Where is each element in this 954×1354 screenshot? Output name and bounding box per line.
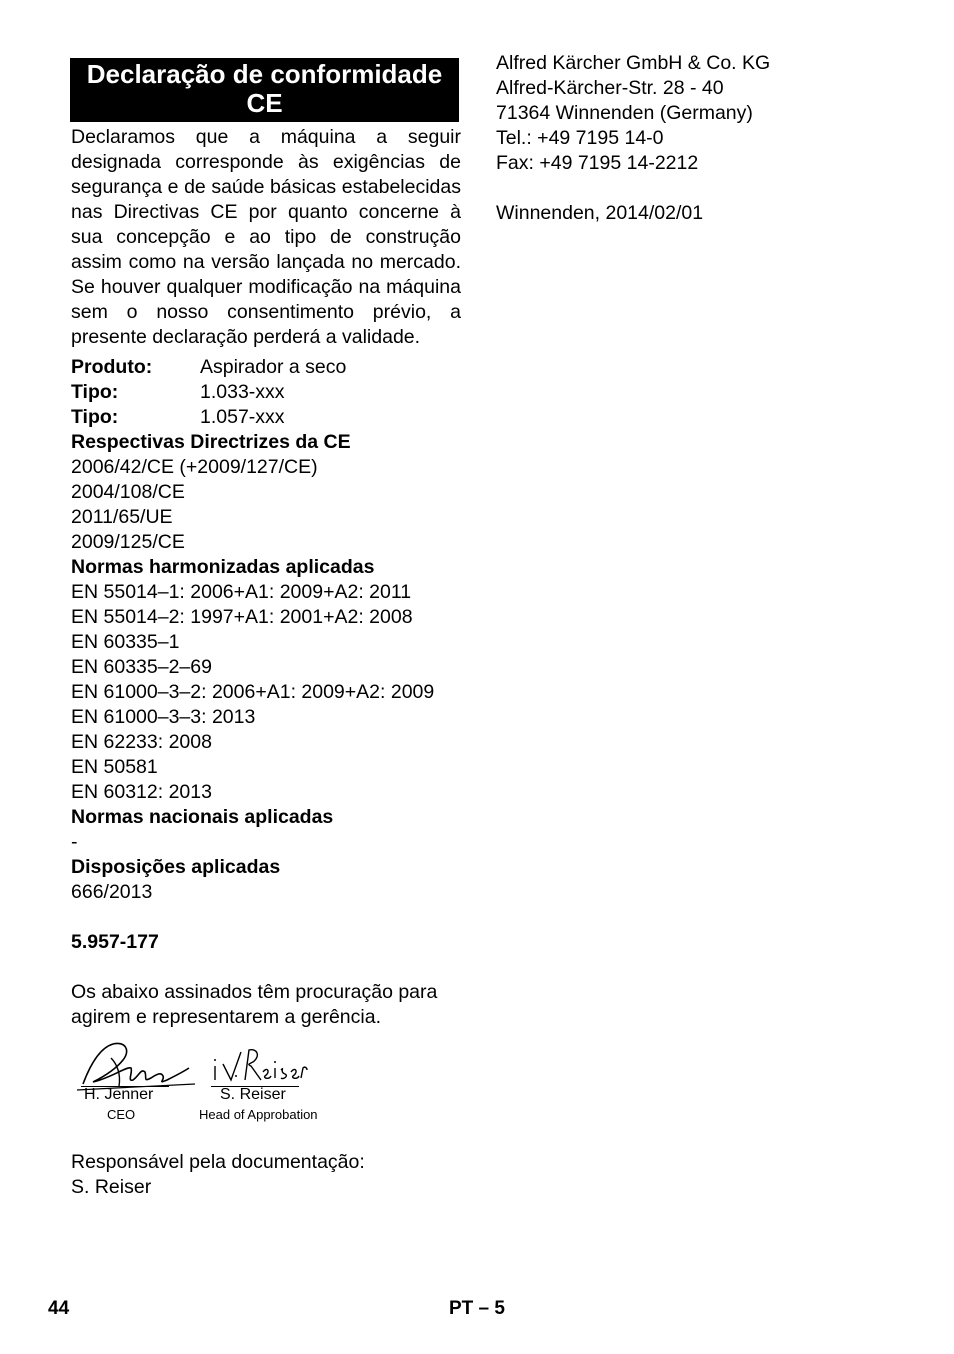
type-key: Tipo:: [71, 406, 119, 428]
type-key: Tipo:: [71, 381, 119, 403]
signers-note: Os abaixo assinados têm procuração para agirem e representarem a gerência.: [71, 981, 438, 1028]
doc-responsible-label: Responsável pela documentação:: [71, 1151, 365, 1173]
type-row: [71, 380, 461, 405]
address-line: Tel.: +49 7195 14-0: [496, 127, 664, 149]
spacer: [496, 176, 916, 201]
product-row: [71, 355, 461, 380]
type-row: [71, 405, 461, 430]
directives-heading: Respectivas Directrizes da CE: [71, 431, 351, 453]
standard-item: EN 62233: 2008: [71, 731, 212, 753]
document-number: 5.957-177: [71, 931, 159, 953]
standard-item: EN 61000–3–2: 2006+A1: 2009+A2: 2009: [71, 681, 435, 703]
directive-item: 2006/42/CE (+2009/127/CE): [71, 456, 318, 478]
type-value: 1.033-xxx: [200, 381, 285, 403]
standard-item: EN 55014–1: 2006+A1: 2009+A2: 2011: [71, 581, 412, 603]
intro-paragraph: Declaramos que a máquina a seguir designada corresponde às exigências de segurança e de saúde básicas estabelecidas nas Directivas CE por quanto concerne à sua concepção e ao tipo de construção assim como na versão lançada no mercado. Se houver qualquer modificação na máquina sem o nosso consentimento prévio, a presente declaração perderá a validade.: [71, 126, 461, 348]
directive-item: 2011/65/UE: [71, 506, 173, 528]
place-date: Winnenden, 2014/02/01: [496, 202, 704, 224]
spacer: [71, 905, 461, 930]
provisions-heading: Disposições aplicadas: [71, 856, 281, 878]
spacer: [71, 955, 461, 980]
company-address: [496, 51, 916, 226]
harmonized-heading: Normas harmonizadas aplicadas: [71, 556, 375, 578]
doc-responsible-name: S. Reiser: [71, 1176, 152, 1198]
type-value: 1.057-xxx: [200, 406, 285, 428]
address-line: Alfred-Kärcher-Str. 28 - 40: [496, 77, 724, 99]
standard-item: EN 60335–2–69: [71, 656, 212, 678]
provisions-value: 666/2013: [71, 881, 153, 903]
national-heading: Normas nacionais aplicadas: [71, 806, 334, 828]
product-value: Aspirador a seco: [200, 356, 347, 378]
directive-item: 2009/125/CE: [71, 531, 185, 553]
standard-item: EN 60335–1: [71, 631, 180, 653]
product-key: Produto:: [71, 356, 153, 378]
signer-name: S. Reiser: [220, 1086, 286, 1103]
signature-area: [71, 1038, 461, 1150]
address-line: Alfred Kärcher GmbH & Co. KG: [496, 52, 771, 74]
standard-item: EN 60312: 2013: [71, 781, 212, 803]
product-info: [71, 355, 461, 1030]
page-title: Declaração de conformidade CE: [70, 58, 459, 122]
directive-item: 2004/108/CE: [71, 481, 185, 503]
section-footer: PT – 5: [449, 1298, 505, 1319]
page-number: 44: [48, 1298, 70, 1319]
left-column: [71, 58, 461, 1200]
address-line: 71364 Winnenden (Germany): [496, 102, 753, 124]
address-line: Fax: +49 7195 14-2212: [496, 152, 699, 174]
standard-item: EN 50581: [71, 756, 158, 778]
signer-role: Head of Approbation: [199, 1107, 318, 1122]
documentation-responsible: [71, 1150, 461, 1200]
standard-item: EN 61000–3–3: 2013: [71, 706, 256, 728]
national-value: -: [71, 831, 78, 853]
signer-role: CEO: [107, 1107, 136, 1122]
signer-name: H. Jenner: [84, 1086, 154, 1103]
standard-item: EN 55014–2: 1997+A1: 2001+A2: 2008: [71, 606, 413, 628]
